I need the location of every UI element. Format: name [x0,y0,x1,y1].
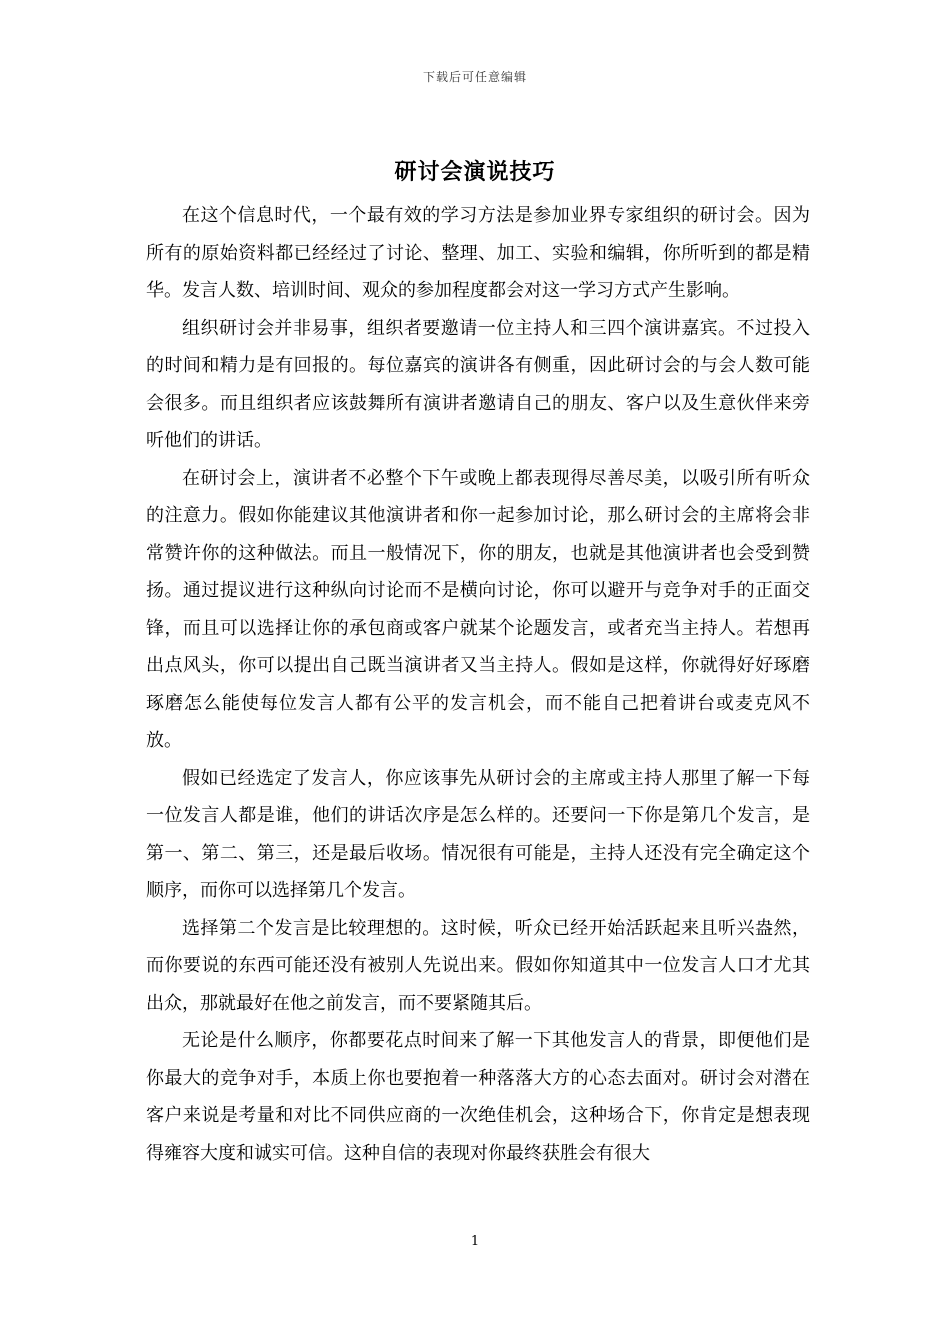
paragraph-3: 在研讨会上，演讲者不必整个下午或晚上都表现得尽善尽美，以吸引所有听众的注意力。假如你能建议其他演讲者和你一起参加讨论，那么研讨会的主席将会非常赞许你的这种做法。而且一般情况下，你的朋友，也就是其他演讲者也会受到赞扬。通过提议进行这种纵向讨论而不是横向讨论，你可以避开与竞争对手的正面交锋，而且可以选择让你的承包商或客户就某个论题发言，或者充当主持人。若想再出点风头，你可以提出自己既当演讲者又当主持人。假如是这样，你就得好好琢磨琢磨怎么能使每位发言人都有公平的发言机会，而不能自己把着讲台或麦克风不放。 [146,467,810,751]
paragraph-4: 假如已经选定了发言人，你应该事先从研讨会的主席或主持人那里了解一下每一位发言人都是谁，他们的讲话次序是怎么样的。还要问一下你是第几个发言，是第一、第二、第三，还是最后收场。情况很有可能是，主持人还没有完全确定这个顺序，而你可以选择第几个发言。 [146,767,810,901]
document-title: 研讨会演说技巧 [394,159,556,185]
page-header: 下载后可任意编辑 [422,70,527,84]
paragraph-5: 选择第二个发言是比较理想的。这时候，听众已经开始活跃起来且听兴盎然，而你要说的东西可能还没有被别人先说出来。假如你知道其中一位发言人口才尤其出众，那就最好在他之前发言，而不要紧随其后。 [146,917,810,1014]
paragraph-6: 无论是什么顺序，你都要花点时间来了解一下其他发言人的背景，即便他们是你最大的竞争对手，本质上你也要抱着一种落落大方的心态去面对。研讨会对潜在客户来说是考量和对比不同供应商的一次绝佳机会，这种场合下，你肯定是想表现得雍容大度和诚实可信。这种自信的表现对你最终获胜会有很大 [146,1030,810,1164]
document-body [146,197,810,1172]
page-number: 1 [470,1234,480,1249]
paragraph-1: 在这个信息时代，一个最有效的学习方法是参加业界专家组织的研讨会。因为所有的原始资料都已经经过了讨论、整理、加工、实验和编辑，你所听到的都是精华。发言人数、培训时间、观众的参加程度都会对这一学习方式产生影响。 [146,205,810,301]
paragraph-2: 组织研讨会并非易事，组织者要邀请一位主持人和三四个演讲嘉宾。不过投入的时间和精力是有回报的。每位嘉宾的演讲各有侧重，因此研讨会的与会人数可能会很多。而且组织者应该鼓舞所有演讲者邀请自己的朋友、客户以及生意伙伴来旁听他们的讲话。 [146,317,810,451]
